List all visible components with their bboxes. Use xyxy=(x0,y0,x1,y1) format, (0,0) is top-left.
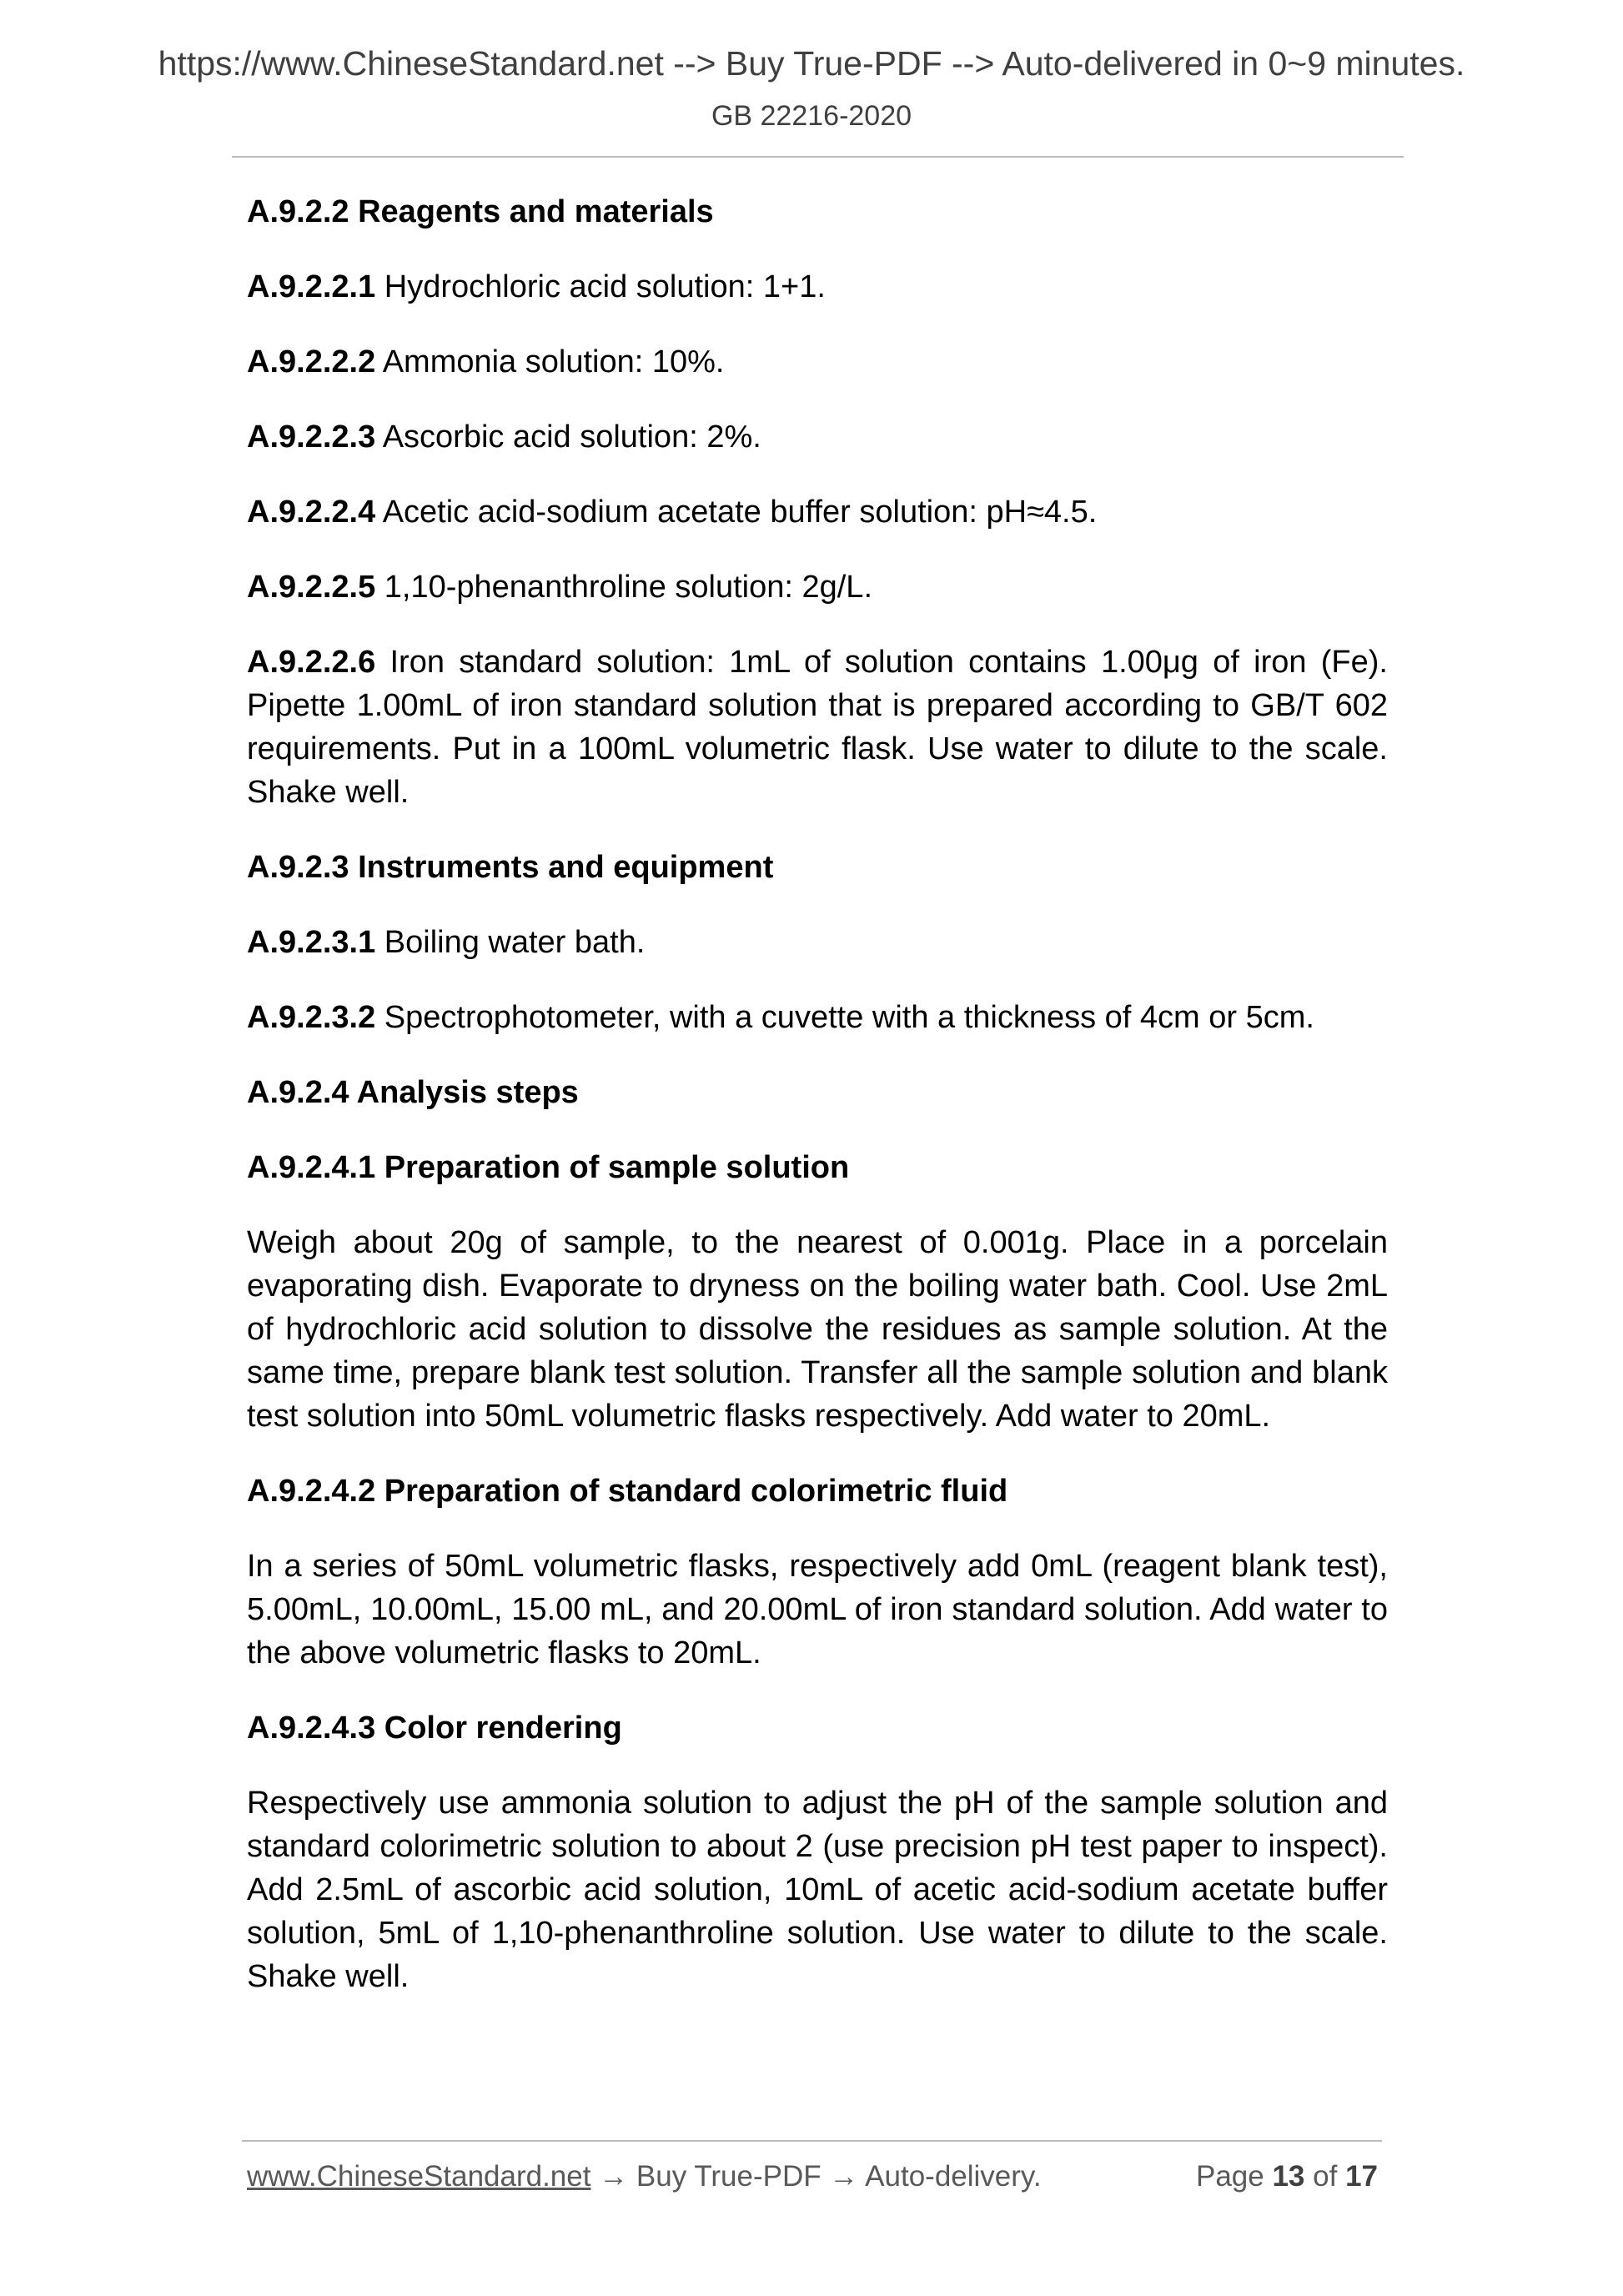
clause xyxy=(247,921,1388,964)
footer-divider xyxy=(242,2140,1382,2142)
body-paragraph: In a series of 50mL volumetric flasks, respectively add 0mL (reagent blank test), 5.00mL, 10.00mL, 15.00 mL, and 20.00mL of iron standard solution. Add water to the above volumetric flasks to 20mL. xyxy=(247,1549,1388,1671)
total-pages: 17 xyxy=(1345,2160,1378,2193)
subsection-heading: A.9.2.4.1 Preparation of sample solution xyxy=(247,1150,850,1185)
clause-text: Spectrophotometer, with a cuvette with a thickness of 4cm or 5cm. xyxy=(384,1000,1314,1035)
clause-text: Ascorbic acid solution: 2%. xyxy=(382,420,761,455)
clause-number: A.9.2.2.3 xyxy=(247,420,376,455)
standard-code: GB 22216-2020 xyxy=(711,100,912,132)
document-body xyxy=(247,190,1388,1998)
footer-tagline: → Buy True-PDF → Auto-delivery. xyxy=(590,2160,1042,2193)
footer-site-link[interactable]: www.ChineseStandard.net xyxy=(247,2160,591,2193)
subsection-heading: A.9.2.4.2 Preparation of standard colorimetric fluid xyxy=(247,1474,1008,1509)
page-number: Page 13 of 17 xyxy=(1195,2160,1378,2193)
clause xyxy=(247,265,1388,309)
clause xyxy=(247,490,1388,534)
section-heading: A.9.2.2 Reagents and materials xyxy=(247,194,714,229)
clause-number: A.9.2.2.6 xyxy=(247,645,376,680)
header-banner: https://www.ChineseStandard.net --> Buy True-PDF --> Auto-delivered in 0~9 minutes. xyxy=(158,44,1465,83)
clause-text: Boiling water bath. xyxy=(384,925,646,960)
clause xyxy=(247,340,1388,384)
clause-text: Ammonia solution: 10%. xyxy=(382,344,725,379)
section-heading: A.9.2.3 Instruments and equipment xyxy=(247,850,774,885)
clause-text: Acetic acid-sodium acetate buffer solution: pH≈4.5. xyxy=(382,495,1098,530)
body-paragraph: Respectively use ammonia solution to adjust the pH of the sample solution and standard colorimetric solution to about 2 (use precision pH test paper to inspect). Add 2.5mL of ascorbic acid solution, 10mL of acetic acid-sodium acetate buffer solution, 5mL of 1,10-phenanthroline solution. Use water to dilute to the scale. Shake well. xyxy=(247,1786,1388,1994)
clause xyxy=(247,565,1388,609)
clause xyxy=(247,996,1388,1039)
clause-number: A.9.2.3.1 xyxy=(247,925,376,960)
section-heading: A.9.2.4 Analysis steps xyxy=(247,1075,579,1110)
clause-number: A.9.2.2.5 xyxy=(247,570,376,605)
body-paragraph: Weigh about 20g of sample, to the nearest of 0.001g. Place in a porcelain evaporating dish. Evaporate to dryness on the boiling water bath. Cool. Use 2mL of hydrochloric acid solution to dissolve the residues as sample solution. At the same time, prepare blank test solution. Transfer all the sample solution and blank test solution into 50mL volumetric flasks respectively. Add water to 20mL. xyxy=(247,1225,1388,1434)
clause-number: A.9.2.2.1 xyxy=(247,269,376,304)
clause-number: A.9.2.2.4 xyxy=(247,495,376,530)
clause-text: Hydrochloric acid solution: 1+1. xyxy=(384,269,826,304)
clause-text: Iron standard solution: 1mL of solution contains 1.00μg of iron (Fe). Pipette 1.00mL of iron standard solution that is prepared according to GB/T 602 requirements. Put in a 100mL volumetric flask. Use water to dilute to the scale. Shake well. xyxy=(247,645,1388,810)
clause-number: A.9.2.3.2 xyxy=(247,1000,376,1035)
clause-text: 1,10-phenanthroline solution: 2g/L. xyxy=(384,570,872,605)
clause-number: A.9.2.2.2 xyxy=(247,344,376,379)
current-page: 13 xyxy=(1272,2160,1305,2193)
footer-promo xyxy=(247,2160,1042,2193)
header-divider xyxy=(232,156,1404,158)
clause xyxy=(247,641,1388,814)
subsection-heading: A.9.2.4.3 Color rendering xyxy=(247,1711,622,1746)
clause xyxy=(247,415,1388,459)
